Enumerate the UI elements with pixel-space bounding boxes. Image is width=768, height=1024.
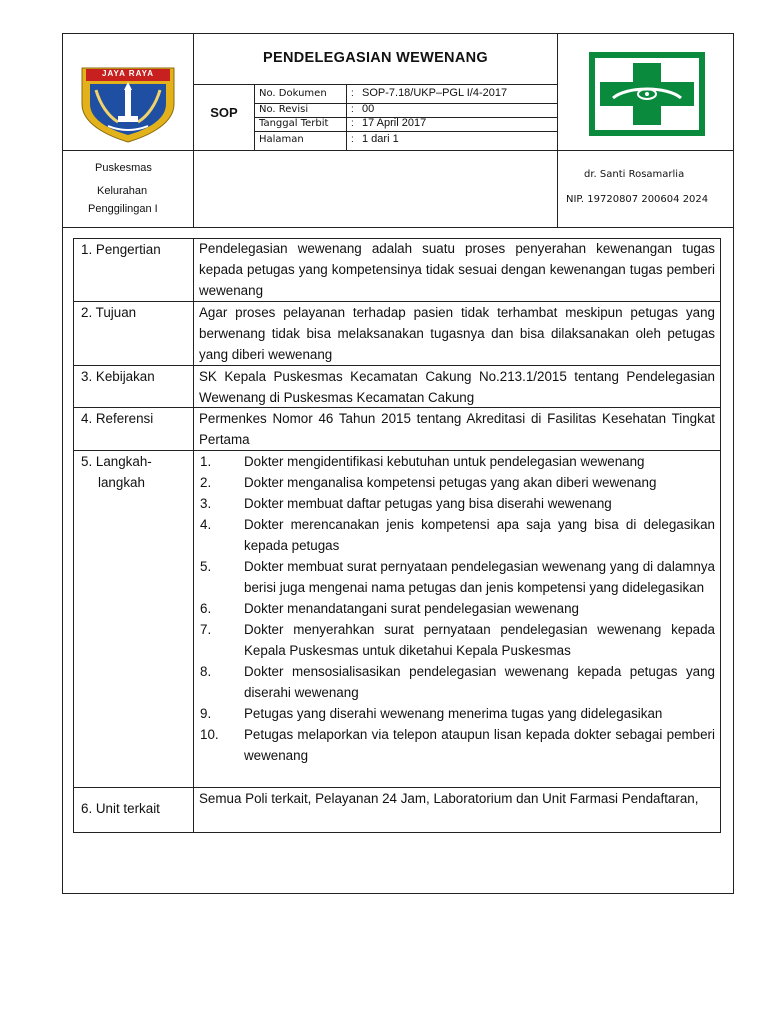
- procedure-step: [200, 472, 715, 493]
- logo-banner-text: JAYA RAYA: [102, 69, 154, 78]
- section-text-referensi: Permenkes Nomor 46 Tahun 2015 tentang Akreditasi di Fasilitas Kesehatan Tingkat Pertama: [199, 411, 715, 447]
- field-value-halaman: 1 dari 1: [362, 133, 399, 145]
- field-value-tanggal-terbit: 17 April 2017: [362, 117, 427, 129]
- step-number: 7.: [200, 622, 212, 637]
- procedure-step: [200, 724, 715, 766]
- field-label-no-dokumen: No. Dokumen: [259, 88, 327, 99]
- field-sep-no-dokumen: :: [351, 88, 354, 99]
- step-text: Dokter membuat daftar petugas yang bisa diserahi wewenang: [244, 496, 612, 511]
- section-text-kebijakan: SK Kepala Puskesmas Kecamatan Cakung No.213.1/2015 tentang Pendelegasian Wewenang di Puskesmas Kecamatan Cakung: [199, 369, 715, 405]
- procedure-step: [200, 598, 715, 619]
- step-text: Dokter menyerahkan surat pernyataan pendelegasian wewenang kepada Kepala Puskesmas untuk diketahui Kepala Puskesmas: [244, 622, 715, 658]
- section-label-kebijakan: 3. Kebijakan: [81, 369, 155, 384]
- procedure-step: [200, 514, 715, 556]
- procedure-step: [200, 661, 715, 703]
- section-label-tujuan: 2. Tujuan: [81, 305, 137, 320]
- step-number: 9.: [200, 706, 212, 721]
- section-text-pengertian: Pendelegasian wewenang adalah suatu proses penyerahan kewenangan tugas kepada petugas yang kompetensinya tidak sesuai dengan kewenangan tugas pemberi wewenang: [199, 241, 715, 298]
- field-value-no-dokumen: SOP-7.18/UKP–PGL I/4-2017: [362, 87, 508, 99]
- jaya-raya-logo: [78, 64, 178, 144]
- field-sep-tanggal-terbit: :: [351, 118, 354, 129]
- step-number: 2.: [200, 475, 212, 490]
- step-number: 1.: [200, 454, 212, 469]
- step-number: 4.: [200, 517, 212, 532]
- step-text: Dokter merencanakan jenis kompetensi apa saja yang bisa di delegasikan kepada petugas: [244, 517, 715, 553]
- step-number: 5.: [200, 559, 212, 574]
- step-number: 10.: [200, 727, 219, 742]
- section-label-pengertian: 1. Pengertian: [81, 242, 161, 257]
- signatory-nip: NIP. 19720807 200604 2024: [566, 194, 709, 205]
- document-title: PENDELEGASIAN WEWENANG: [263, 50, 488, 66]
- section-text-unit-terkait: Semua Poli terkait, Pelayanan 24 Jam, Laboratorium dan Unit Farmasi Pendaftaran,: [199, 791, 699, 806]
- step-text: Dokter menganalisa kompetensi petugas yang akan diberi wewenang: [244, 475, 657, 490]
- signatory-name: dr. Santi Rosamarlia: [584, 169, 685, 180]
- step-text: Dokter menandatangani surat pendelegasian wewenang: [244, 601, 580, 616]
- step-text: Petugas yang diserahi wewenang menerima tugas yang didelegasikan: [244, 706, 663, 721]
- field-value-no-revisi: 00: [362, 103, 375, 115]
- step-text: Dokter membuat surat pernyataan pendelegasian wewenang yang di dalamnya berisi juga mengenai nama petugas dan jenis kompetensi yang didelegasikan: [244, 559, 715, 595]
- section-label-langkah-2: langkah: [98, 475, 145, 490]
- org-line-penggilingan: Penggilingan I: [88, 203, 158, 215]
- procedure-step: [200, 703, 715, 724]
- step-text: Petugas melaporkan via telepon ataupun lisan kepada dokter sebagai pemberi wewenang: [244, 727, 715, 763]
- step-number: 8.: [200, 664, 212, 679]
- section-label-langkah-1: 5. Langkah-: [81, 454, 152, 469]
- field-sep-halaman: :: [351, 134, 354, 145]
- procedure-step: [200, 556, 715, 598]
- field-label-halaman: Halaman: [259, 134, 304, 145]
- step-number: 3.: [200, 496, 212, 511]
- sop-label: SOP: [210, 105, 238, 120]
- step-number: 6.: [200, 601, 212, 616]
- section-text-tujuan: Agar proses pelayanan terhadap pasien tidak terhambat meskipun petugas yang berwenang tidak bisa melaksanakan tugasnya dan bisa dilaksanakan oleh petugas yang diberi wewenang: [199, 305, 715, 362]
- field-sep-no-revisi: :: [351, 104, 354, 115]
- procedure-step: [200, 493, 715, 514]
- puskesmas-logo: [587, 50, 707, 138]
- field-label-tanggal-terbit: Tanggal Terbit: [259, 118, 329, 129]
- procedure-step: [200, 451, 715, 472]
- step-text: Dokter mensosialisasikan pendelegasian wewenang kepada petugas yang diserahi wewenang: [244, 664, 715, 700]
- org-line-puskesmas: Puskesmas: [95, 162, 152, 174]
- procedure-steps: [200, 451, 715, 766]
- field-label-no-revisi: No. Revisi: [259, 104, 309, 115]
- org-line-kelurahan: Kelurahan: [97, 185, 148, 197]
- step-text: Dokter mengidentifikasi kebutuhan untuk pendelegasian wewenang: [244, 454, 645, 469]
- procedure-step: [200, 619, 715, 661]
- section-label-referensi: 4. Referensi: [81, 411, 154, 426]
- section-label-unit-terkait: 6. Unit terkait: [81, 801, 160, 816]
